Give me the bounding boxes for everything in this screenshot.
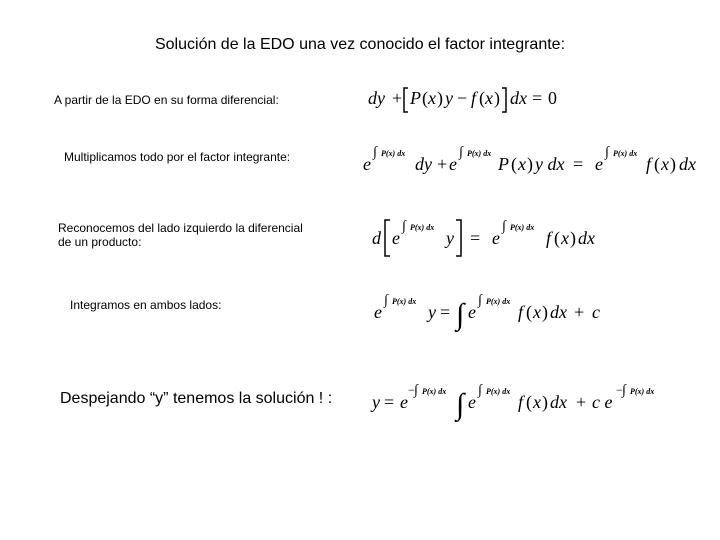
step-4-label: Integramos en ambos lados:: [70, 298, 222, 312]
svg-text:=: =: [573, 154, 584, 174]
svg-text:∫: ∫: [459, 145, 463, 160]
step-5-equation: [370, 378, 670, 422]
svg-text:P: P: [498, 154, 509, 174]
svg-text:P(x) dx: P(x) dx: [381, 149, 406, 158]
svg-text:(: (: [654, 154, 660, 174]
svg-text:+: +: [574, 302, 585, 322]
svg-text:y dx: y dx: [535, 154, 565, 174]
svg-text:=: =: [384, 392, 395, 412]
svg-text:y: y: [446, 228, 454, 248]
svg-text:∫: ∫: [478, 293, 482, 308]
step-5-label: Despejando “y” tenemos la solución ! :: [60, 390, 333, 407]
page-title: Solución de la EDO una vez conocido el factor integrante:: [154, 36, 566, 53]
svg-text:f: f: [471, 88, 477, 108]
svg-text:−: −: [457, 88, 468, 108]
svg-text:=: =: [470, 228, 481, 248]
svg-text:x: x: [661, 154, 669, 174]
svg-text:(: (: [511, 154, 517, 174]
step-4-equation: [372, 290, 612, 334]
svg-text:0: 0: [548, 88, 557, 108]
svg-text:x: x: [533, 392, 541, 412]
svg-text:e: e: [392, 228, 400, 248]
step-3-equation: [370, 214, 610, 262]
svg-text:dx: dx: [550, 302, 567, 322]
svg-text:c: c: [592, 302, 600, 322]
svg-text:(: (: [526, 392, 532, 412]
step-2-equation: [363, 142, 708, 182]
svg-text:(: (: [554, 228, 560, 248]
svg-text:x: x: [533, 302, 541, 322]
svg-text:−: −: [616, 383, 623, 397]
svg-text:+: +: [437, 154, 448, 174]
svg-text:+: +: [392, 88, 403, 108]
svg-text:∫: ∫: [622, 383, 626, 398]
svg-text:f: f: [546, 228, 552, 248]
step-3-label-line1: Reconocemos del lado izquierdo la diferencial: [58, 221, 303, 235]
svg-text:∫: ∫: [402, 219, 406, 234]
step-3-label: [58, 221, 303, 249]
step-2-label: Multiplicamos todo por el factor integrante:: [64, 150, 291, 164]
svg-text:=: =: [440, 302, 451, 322]
svg-text:P(x) dx: P(x) dx: [392, 297, 417, 306]
svg-text:d: d: [372, 228, 381, 248]
svg-text:∫: ∫: [384, 293, 388, 308]
svg-text:e: e: [400, 392, 408, 412]
svg-text:dx: dx: [679, 154, 696, 174]
step-1-equation: [368, 82, 568, 116]
svg-text:x: x: [485, 88, 493, 108]
svg-text:x: x: [428, 88, 436, 108]
svg-text:∫: ∫: [605, 145, 609, 160]
svg-text:(: (: [479, 88, 485, 108]
svg-text:P(x) dx: P(x) dx: [630, 387, 655, 396]
svg-text:): ): [542, 302, 548, 322]
step-3-label-line2: de un producto:: [58, 235, 142, 249]
svg-text:P(x) dx: P(x) dx: [486, 387, 511, 396]
svg-text:x: x: [561, 228, 569, 248]
svg-text:x: x: [518, 154, 526, 174]
svg-text:c e: c e: [592, 392, 613, 412]
svg-text:): ): [437, 88, 443, 108]
svg-text:P(x) dx: P(x) dx: [613, 149, 638, 158]
svg-text:e: e: [374, 302, 382, 322]
svg-text:e: e: [449, 154, 457, 174]
svg-text:P(x) dx: P(x) dx: [486, 297, 511, 306]
svg-text:(: (: [526, 302, 532, 322]
svg-text:dx: dx: [578, 228, 595, 248]
svg-text:dy: dy: [415, 154, 432, 174]
svg-text:∫: ∫: [373, 145, 377, 160]
svg-text:(: (: [422, 88, 428, 108]
svg-text:−: −: [408, 383, 415, 397]
svg-text:): ): [527, 154, 533, 174]
svg-text:dx: dx: [550, 392, 567, 412]
svg-text:∫: ∫: [502, 219, 506, 234]
svg-text:P(x) dx: P(x) dx: [467, 149, 492, 158]
svg-text:P(x) dx: P(x) dx: [422, 387, 447, 396]
svg-text:f: f: [646, 154, 652, 174]
svg-text:): ): [570, 228, 576, 248]
svg-text:e: e: [468, 392, 476, 412]
svg-text:=: =: [532, 88, 543, 108]
svg-text:∫: ∫: [456, 388, 465, 421]
svg-text:P: P: [410, 88, 421, 108]
svg-text:): ): [670, 154, 676, 174]
svg-text:dy: dy: [368, 88, 385, 108]
svg-text:y: y: [372, 392, 380, 412]
svg-text:+: +: [576, 392, 587, 412]
step-1-label: A partir de la EDO en su forma diferencial:: [54, 93, 279, 107]
svg-text:dx: dx: [510, 88, 527, 108]
svg-text:e: e: [595, 154, 603, 174]
svg-text:): ): [494, 88, 500, 108]
svg-text:e: e: [468, 302, 476, 322]
svg-text:∫: ∫: [414, 383, 418, 398]
svg-text:P(x) dx: P(x) dx: [410, 223, 435, 232]
svg-text:e: e: [492, 228, 500, 248]
svg-text:y: y: [445, 88, 453, 108]
svg-text:f: f: [518, 392, 524, 412]
svg-text:y: y: [428, 302, 436, 322]
svg-text:∫: ∫: [478, 383, 482, 398]
svg-text:e: e: [363, 154, 371, 174]
svg-text:∫: ∫: [456, 298, 465, 331]
svg-text:f: f: [518, 302, 524, 322]
svg-text:P(x) dx: P(x) dx: [510, 223, 535, 232]
svg-text:): ): [542, 392, 548, 412]
